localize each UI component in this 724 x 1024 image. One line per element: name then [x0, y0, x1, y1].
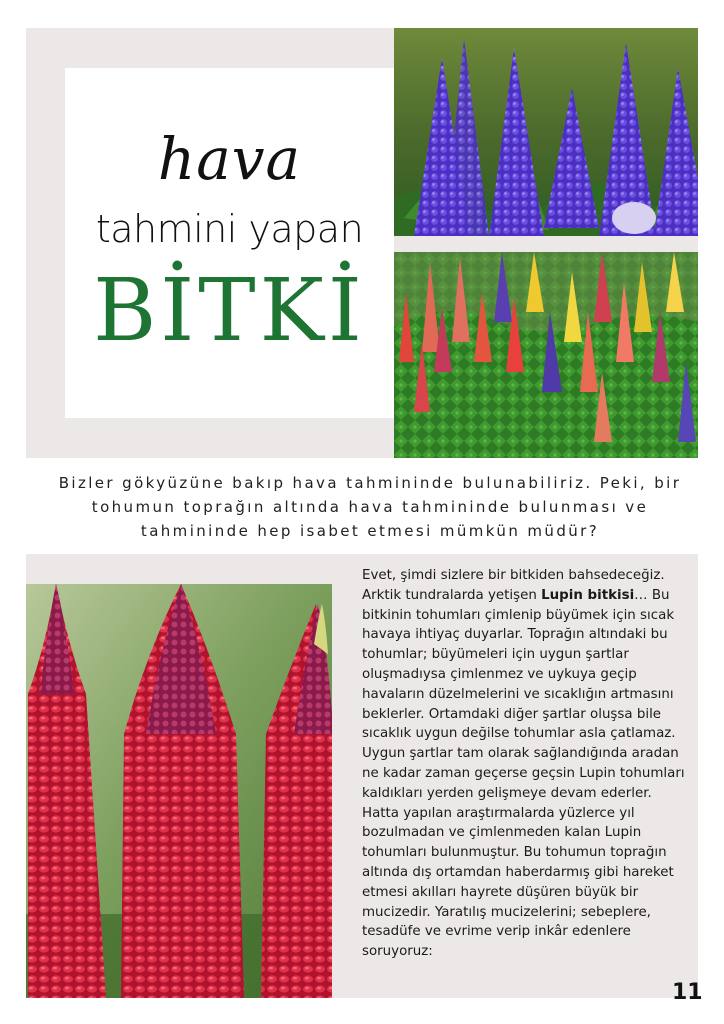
title-line-bitki: BİTKİ — [93, 261, 366, 361]
purple-lupin-photo — [394, 28, 698, 236]
page-number: 11 — [672, 980, 703, 1005]
red-lupin-photo — [26, 584, 332, 998]
title-card — [65, 68, 394, 418]
article-text-part2: … Bu bitkinin tohumları çimlenip büyümek için sıcak havaya ihtiyaç duyarlar. Toprağın altındaki bu tohumlar; büyümeleri için uygun şartlar oluşmadıysa çimlenmez ve uykuya geçip havaların düzelmelerini ve sıcaklığın artmasını beklerler. Ortamdaki diğer şartlar oluşsa bile sıcaklık uygun değilse tohumlar asla çatlamaz. Uygun şartlar tam olarak sağlandığında aradan ne kadar zaman geçerse geçsin Lupin tohumları kaldıkları yerden gelişmeye devam ederler. Hatta yapılan araştırmalarda yüzlerce yıl bozulmadan ve çimlenmeden kalan Lupin tohumları bulunmuştur. Bu tohumun toprağın altında dış ortamdan haberdarmış gibi hareket etmesi akılları hayrete düşüren büyük bir mucizedir. Yaratılış mucizelerini; sebeplere, tesadüfe ve evrime verip inkâr edenlere soruyoruz: — [362, 587, 685, 960]
title-line-hava: hava — [157, 125, 302, 193]
article-text-bold: Lupin bitkisi — [541, 587, 635, 603]
article-body — [362, 566, 690, 962]
article-text-part1: Evet, şimdi sizlere bir bitkiden bahsedeceğiz. Arktik tundralarda yetişen — [362, 568, 665, 603]
intro-text: Bizler gökyüzüne bakıp hava tahmininde bulunabiliriz. Peki, bir tohumun toprağın altında hava tahmininde bulunması ve tahmininde hep isabet etmesi mümkün müdür? — [58, 474, 682, 540]
colorful-lupin-field-photo — [394, 252, 698, 458]
title-line-tahmini-yapan: tahmini yapan — [95, 207, 364, 251]
